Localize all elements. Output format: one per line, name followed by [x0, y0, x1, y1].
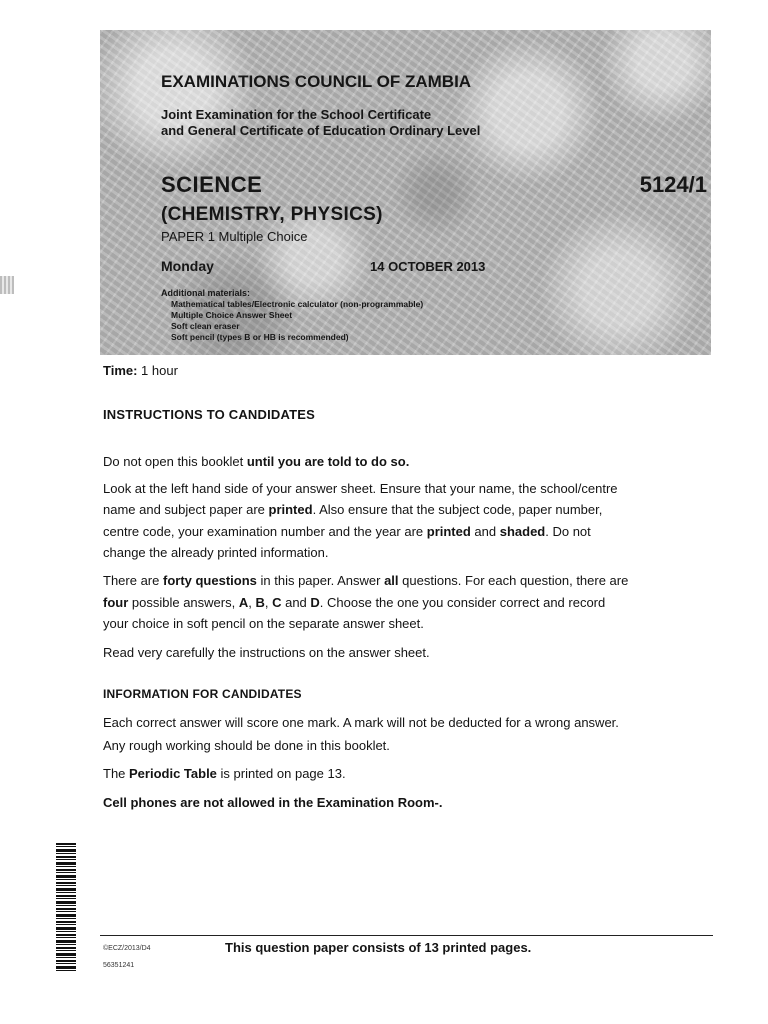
information-paragraph-1-line: Each correct answer will score one mark. A mark will not be deducted for a wrong answer. — [103, 715, 619, 730]
barcode — [56, 843, 76, 971]
subject-subtitle: (CHEMISTRY, PHYSICS) — [161, 204, 383, 225]
exam-day: Monday — [161, 258, 214, 274]
time-allowed — [103, 363, 178, 379]
time-value: 1 hour — [137, 363, 178, 378]
instruction-paragraph-3-line: four possible answers, A, B, C and D. Choose the one you consider correct and record — [103, 595, 606, 610]
footer-divider — [100, 935, 713, 936]
exam-description-line-1: Joint Examination for the School Certificate — [161, 107, 432, 122]
information-paragraph-1-line: Any rough working should be done in this booklet. — [103, 738, 390, 753]
time-label: Time: — [103, 363, 138, 378]
subject-title: SCIENCE — [161, 172, 263, 197]
information-heading: INFORMATION FOR CANDIDATES — [103, 687, 302, 701]
materials-item: Soft clean eraser — [171, 321, 240, 331]
instruction-paragraph-2-line: change the already printed information. — [103, 545, 329, 560]
information-paragraph-3: Cell phones are not allowed in the Examination Room-. — [103, 795, 443, 810]
materials-heading: Additional materials: — [161, 288, 251, 298]
scan-mark — [0, 276, 14, 294]
paper-code: 5124/1 — [639, 172, 707, 197]
instruction-paragraph-2-line: centre code, your examination number and the year are printed and shaded. Do not — [103, 524, 591, 539]
council-name: EXAMINATIONS COUNCIL OF ZAMBIA — [161, 72, 472, 91]
instruction-paragraph-1: Do not open this booklet until you are told to do so. — [103, 454, 410, 469]
information-paragraph-2: The Periodic Table is printed on page 13. — [103, 766, 346, 781]
exam-date: 14 OCTOBER 2013 — [370, 259, 486, 274]
paper-type: PAPER 1 Multiple Choice — [161, 229, 308, 244]
instruction-paragraph-2-line: Look at the left hand side of your answer sheet. Ensure that your name, the school/centre — [103, 481, 618, 496]
instructions-heading: INSTRUCTIONS TO CANDIDATES — [103, 407, 316, 422]
instruction-paragraph-3-line: There are forty questions in this paper. Answer all questions. For each question, there are — [103, 573, 629, 588]
instruction-paragraph-2-line: name and subject paper are printed. Also ensure that the subject code, paper number, — [103, 502, 603, 517]
materials-item: Soft pencil (types B or HB is recommended) — [171, 332, 349, 342]
materials-item: Multiple Choice Answer Sheet — [171, 310, 293, 320]
instruction-paragraph-4: Read very carefully the instructions on the answer sheet. — [103, 645, 430, 660]
instruction-paragraph-3-line: your choice in soft pencil on the separate answer sheet. — [103, 616, 424, 631]
copyright-code: ©ECZ/2013/D4 — [103, 945, 151, 952]
reference-number: 56351241 — [103, 962, 135, 969]
cover-header-panel — [100, 30, 711, 355]
materials-item: Mathematical tables/Electronic calculator (non-programmable) — [171, 299, 424, 309]
exam-description-line-2: and General Certificate of Education Ordinary Level — [161, 123, 481, 138]
page-count-note: This question paper consists of 13 printed pages. — [225, 940, 532, 955]
